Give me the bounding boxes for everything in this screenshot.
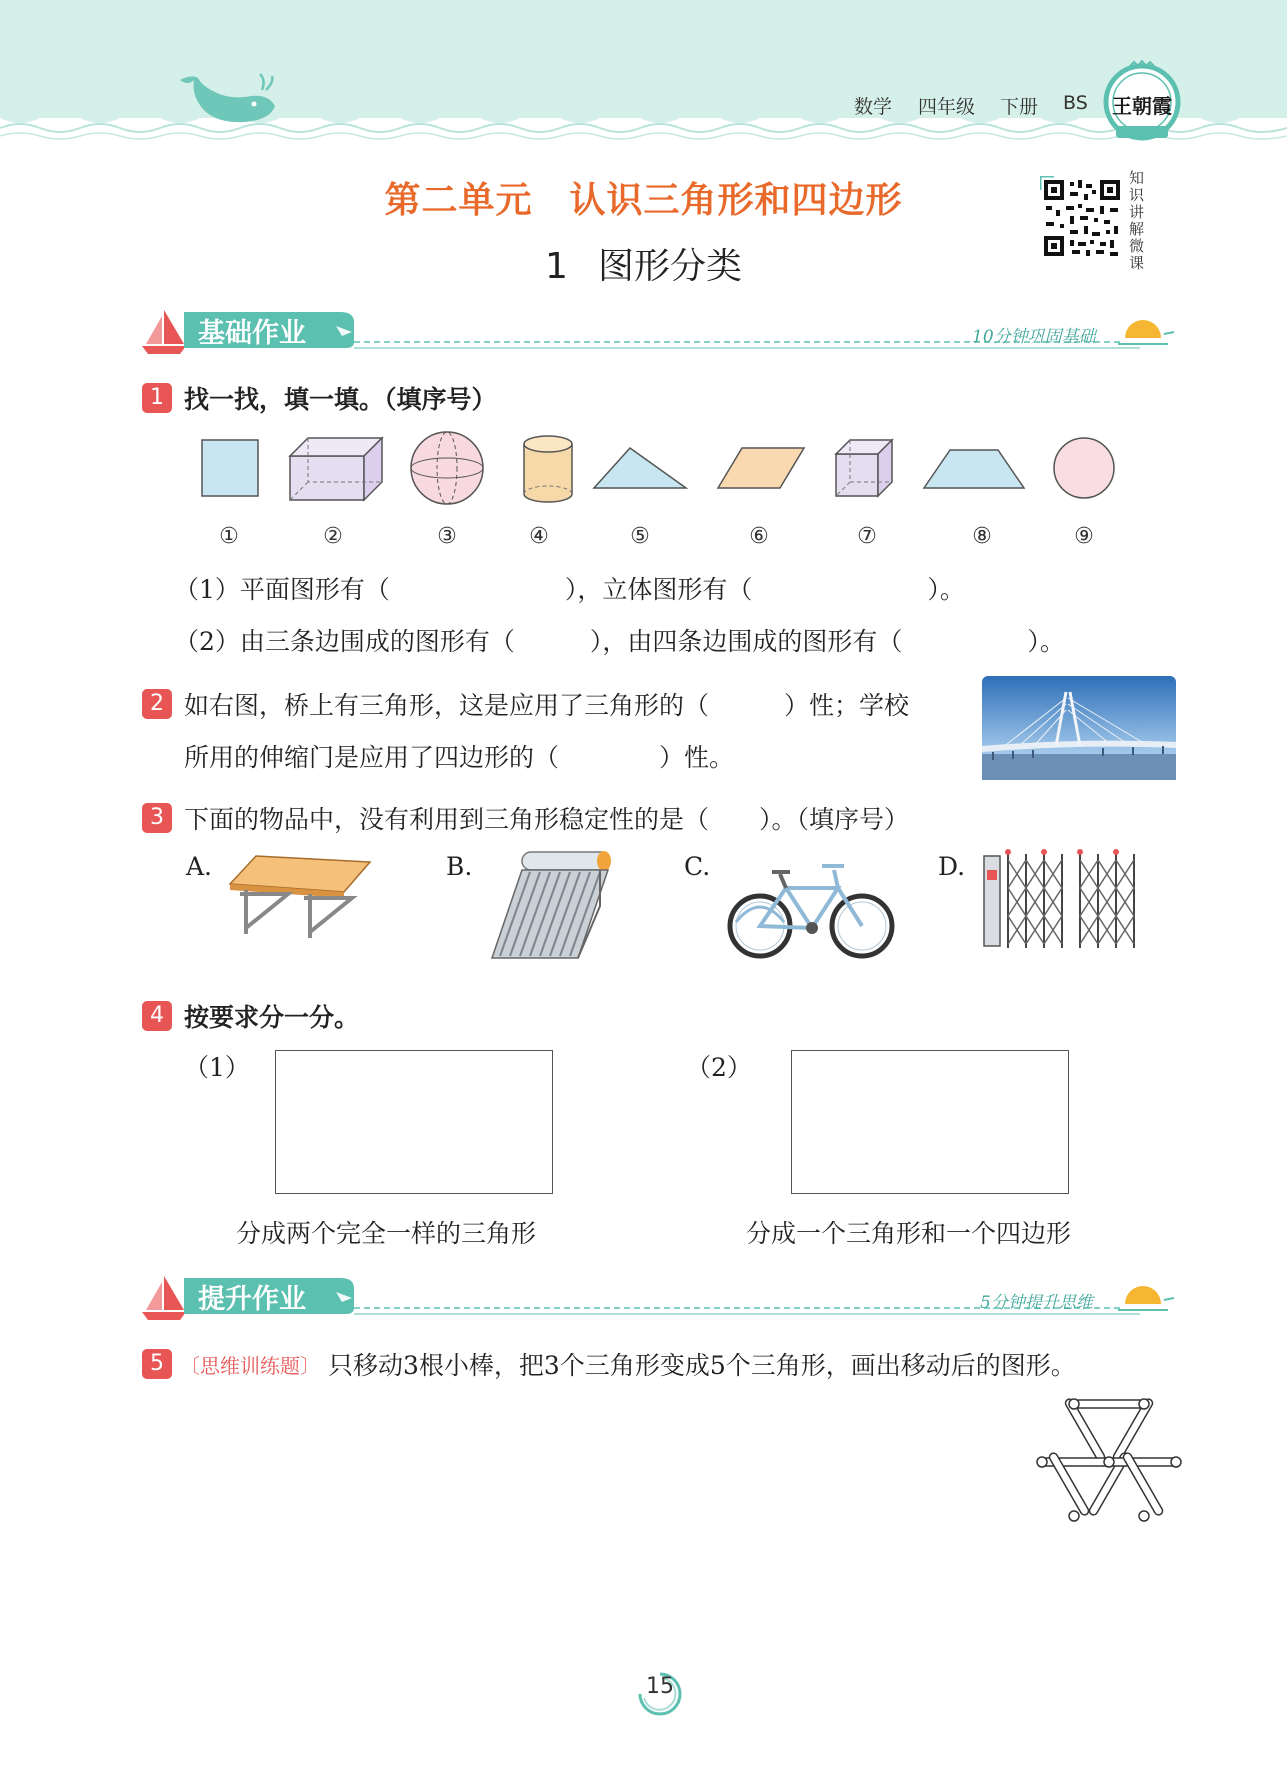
section-tag-basic: 10分钟巩固基础 bbox=[972, 327, 1096, 347]
q4-part-1-label: （1） bbox=[184, 1053, 250, 1082]
question-number: 2 bbox=[142, 689, 172, 719]
page-number: 15 bbox=[646, 1674, 674, 1699]
shape-label-6: ⑥ bbox=[749, 524, 769, 549]
shape-label-9: ⑨ bbox=[1074, 524, 1094, 549]
shape-label-5: ⑤ bbox=[630, 524, 650, 549]
brand-logo bbox=[1102, 60, 1182, 146]
option-d-label: D. bbox=[938, 852, 966, 881]
question-prompt: 只移动3根小棒，把3个三角形变成5个三角形，画出移动后的图形。 bbox=[328, 1351, 1076, 1380]
bicycle-image bbox=[726, 852, 896, 962]
question-2-header bbox=[142, 686, 909, 722]
retractable-gate-image bbox=[980, 848, 1152, 954]
question-5-header bbox=[142, 1346, 1076, 1382]
bridge-photo bbox=[982, 676, 1176, 780]
question-number: 3 bbox=[142, 803, 172, 833]
option-b-label: B. bbox=[446, 852, 473, 881]
shape-cylinder bbox=[524, 436, 572, 502]
question-prompt: 按要求分一分。 bbox=[184, 1003, 360, 1032]
shape-label-1: ① bbox=[219, 524, 239, 549]
question-number: 1 bbox=[142, 383, 172, 413]
option-a-label: A. bbox=[186, 852, 213, 881]
question-prompt: 找一找，填一填。（填序号） bbox=[184, 385, 497, 414]
q2-line-1: 如右图，桥上有三角形，这是应用了三角形的（ ）性；学校 bbox=[184, 691, 910, 720]
shape-cube bbox=[836, 440, 892, 496]
question-1-header bbox=[142, 380, 497, 416]
shape-triangle bbox=[594, 448, 686, 488]
question-number: 4 bbox=[142, 1001, 172, 1031]
question-number: 5 bbox=[142, 1349, 172, 1379]
section-tag-advanced: 5分钟提升思维 bbox=[980, 1293, 1093, 1313]
thinking-training-tag: 〔思维训练题〕 bbox=[180, 1353, 320, 1378]
shape-cuboid bbox=[290, 438, 382, 500]
q4-drawing-area-2[interactable] bbox=[791, 1050, 1069, 1194]
unit-title: 第二单元 认识三角形和四边形 bbox=[384, 180, 903, 221]
whale-icon bbox=[170, 72, 280, 132]
shape-label-8: ⑧ bbox=[972, 524, 992, 549]
q4-caption-1: 分成两个完全一样的三角形 bbox=[236, 1219, 537, 1248]
logo-text: 王朝霞 bbox=[1112, 94, 1172, 118]
lesson-name: 图形分类 bbox=[597, 246, 742, 287]
question-4-header bbox=[142, 998, 359, 1034]
lesson-number: 1 bbox=[545, 246, 568, 287]
qr-code[interactable] bbox=[1040, 176, 1124, 260]
shape-label-7: ⑦ bbox=[857, 524, 877, 549]
shape-label-4: ④ bbox=[529, 524, 549, 549]
header-grade: 四年级 bbox=[918, 96, 976, 118]
q1-shapes bbox=[190, 428, 1130, 508]
solar-water-heater-image bbox=[488, 846, 614, 966]
q2-line-2: 所用的伸缩门是应用了四边形的（ ）性。 bbox=[184, 743, 735, 772]
shape-sphere bbox=[411, 432, 483, 504]
wall-shelf-image bbox=[226, 848, 372, 942]
section-label-advanced: 提升作业 bbox=[198, 1284, 306, 1315]
shape-circle bbox=[1054, 438, 1114, 498]
shape-square bbox=[202, 440, 258, 496]
shape-parallelogram bbox=[718, 448, 804, 488]
qr-label: 知识讲解微课 bbox=[1129, 169, 1145, 272]
option-c-label: C. bbox=[684, 852, 711, 881]
shape-trapezoid bbox=[924, 450, 1024, 488]
section-label-basic: 基础作业 bbox=[198, 318, 306, 349]
question-3-header bbox=[142, 800, 909, 836]
q1-line-1: （1）平面图形有（ ），立体图形有（ ）。 bbox=[174, 575, 965, 604]
shape-label-2: ② bbox=[323, 524, 343, 549]
header-edition: BS bbox=[1063, 92, 1088, 114]
header-subject: 数学 bbox=[854, 96, 893, 118]
matchstick-figure bbox=[1034, 1392, 1182, 1526]
header-volume: 下册 bbox=[1000, 96, 1039, 118]
q4-caption-2: 分成一个三角形和一个四边形 bbox=[746, 1219, 1072, 1248]
question-prompt: 下面的物品中，没有利用到三角形稳定性的是（ ）。（填序号） bbox=[184, 805, 910, 834]
q4-part-2-label: （2） bbox=[686, 1053, 752, 1082]
q4-drawing-area-1[interactable] bbox=[275, 1050, 553, 1194]
q1-line-2: （2）由三条边围成的图形有（ ），由四条边围成的图形有（ ）。 bbox=[174, 627, 1065, 656]
shape-label-3: ③ bbox=[437, 524, 457, 549]
